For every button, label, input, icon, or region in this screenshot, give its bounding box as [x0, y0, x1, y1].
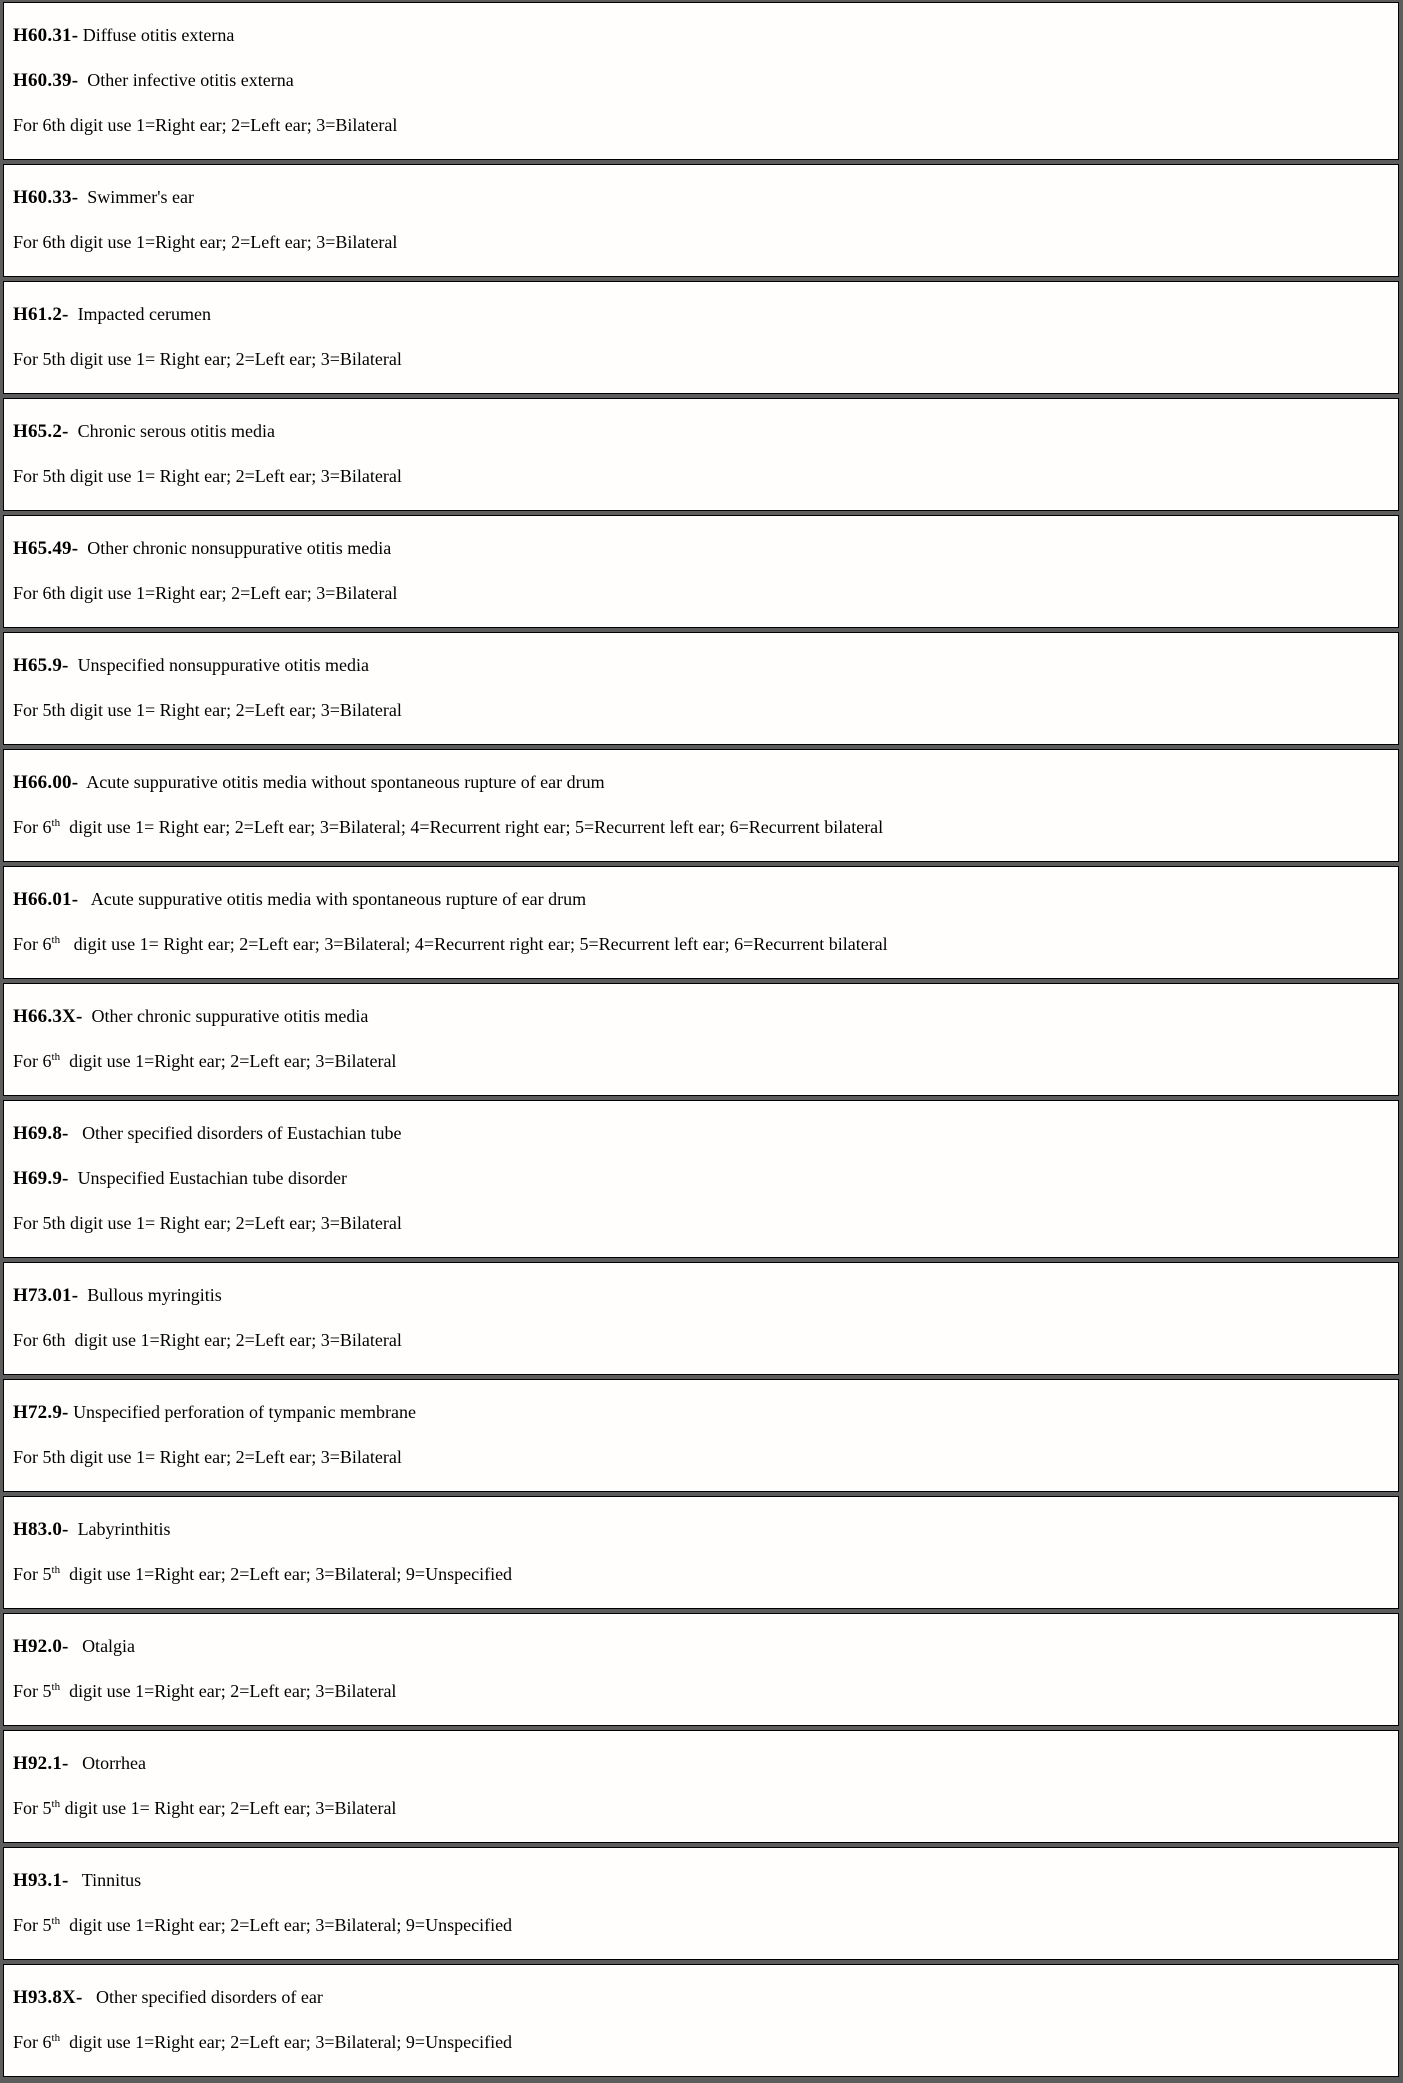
code-description: Acute suppurative otitis media with spontaneous rupture of ear drum [78, 889, 587, 909]
digit-instruction [13, 922, 1386, 966]
code-description: Other infective otitis externa [78, 70, 294, 90]
ordinal-superscript: th [51, 1051, 61, 1063]
ordinal-superscript: th [51, 1681, 61, 1693]
code-description: Labyrinthitis [68, 1519, 171, 1539]
code-description: Otorrhea [68, 1753, 147, 1773]
note-text-cont: digit use 1=Right ear; 2=Left ear; 3=Bilateral; 9=Unspecified [60, 1915, 513, 1935]
code-entry-h61-2 [3, 281, 1399, 394]
digit-instruction [13, 688, 1386, 732]
note-text: For 5th digit use 1= Right ear; 2=Left ear; 3=Bilateral [13, 700, 402, 720]
code-entry-h93-1 [3, 1847, 1399, 1960]
code-entry-h66-3x [3, 983, 1399, 1096]
code-entry-h60-31 [3, 2, 1399, 160]
code-line [13, 526, 1386, 571]
code-description: Other chronic suppurative otitis media [82, 1006, 369, 1026]
note-text-cont: digit use 1= Right ear; 2=Left ear; 3=Bilateral; 4=Recurrent right ear; 5=Recurrent left ear; 6=Recurrent bilateral [60, 934, 888, 954]
icd-code: H60.39- [13, 70, 79, 91]
icd-code: H65.9- [13, 655, 69, 676]
icd-code: H65.49- [13, 538, 79, 559]
ordinal-superscript: th [51, 2032, 61, 2044]
note-text-cont: digit use 1=Right ear; 2=Left ear; 3=Bilateral [60, 1681, 397, 1701]
code-entry-h93-8x [3, 1964, 1399, 2077]
code-line [13, 58, 1386, 103]
digit-instruction [13, 103, 1386, 147]
code-description: Tinnitus [68, 1870, 142, 1890]
code-entry-h65-9 [3, 632, 1399, 745]
code-line [13, 1507, 1386, 1552]
code-entry-h92-0 [3, 1613, 1399, 1726]
code-line [13, 1273, 1386, 1318]
code-entry-h66-00 [3, 749, 1399, 862]
code-description: Other chronic nonsuppurative otitis media [78, 538, 392, 558]
code-line [13, 1624, 1386, 1669]
note-text: For 6 [13, 934, 52, 954]
digit-instruction [13, 1318, 1386, 1362]
icd-code: H83.0- [13, 1519, 69, 1540]
code-line [13, 1858, 1386, 1903]
digit-instruction [13, 1201, 1386, 1245]
code-entry-h72-9 [3, 1379, 1399, 1492]
ordinal-superscript: th [51, 817, 61, 829]
ordinal-superscript: th [51, 1915, 61, 1927]
note-text: For 6 [13, 2032, 52, 2052]
ordinal-superscript: th [51, 1798, 61, 1810]
icd-code: H93.8X- [13, 1987, 83, 2008]
icd-code: H92.0- [13, 1636, 69, 1657]
digit-instruction [13, 1669, 1386, 1713]
code-line [13, 292, 1386, 337]
note-text-cont: digit use 1=Right ear; 2=Left ear; 3=Bilateral; 9=Unspecified [60, 2032, 513, 2052]
ordinal-superscript: th [51, 934, 61, 946]
note-text: For 5 [13, 1915, 52, 1935]
icd-code: H65.2- [13, 421, 69, 442]
digit-instruction [13, 2020, 1386, 2064]
code-description: Chronic serous otitis media [68, 421, 276, 441]
note-text: For 6 [13, 1051, 52, 1071]
digit-instruction [13, 571, 1386, 615]
digit-instruction [13, 1039, 1386, 1083]
code-line [13, 1975, 1386, 2020]
code-description: Other specified disorders of Eustachian tube [68, 1123, 402, 1143]
code-description: Unspecified nonsuppurative otitis media [68, 655, 369, 675]
code-description: Diffuse otitis externa [78, 25, 235, 45]
digit-instruction [13, 1552, 1386, 1596]
icd-code: H73.01- [13, 1285, 79, 1306]
code-entry-h65-2 [3, 398, 1399, 511]
note-text-cont: digit use 1=Right ear; 2=Left ear; 3=Bilateral [60, 1051, 397, 1071]
code-line [13, 760, 1386, 805]
note-text: For 6th digit use 1=Right ear; 2=Left ear; 3=Bilateral [13, 115, 398, 135]
icd-code: H66.3X- [13, 1006, 83, 1027]
note-text-cont: digit use 1= Right ear; 2=Left ear; 3=Bilateral; 4=Recurrent right ear; 5=Recurrent left ear; 6=Recurrent bilateral [60, 817, 884, 837]
icd-code: H92.1- [13, 1753, 69, 1774]
icd-code: H69.8- [13, 1123, 69, 1144]
icd-code: H93.1- [13, 1870, 69, 1891]
icd-code: H66.01- [13, 889, 79, 910]
code-entry-h92-1 [3, 1730, 1399, 1843]
code-description: Otalgia [68, 1636, 136, 1656]
note-text: For 6th digit use 1=Right ear; 2=Left ear; 3=Bilateral [13, 232, 398, 252]
digit-instruction [13, 1786, 1386, 1830]
code-description: Acute suppurative otitis media without spontaneous rupture of ear drum [78, 772, 605, 792]
code-entry-h66-01 [3, 866, 1399, 979]
code-description: Impacted cerumen [68, 304, 211, 324]
note-text: For 6th digit use 1=Right ear; 2=Left ear; 3=Bilateral [13, 583, 398, 603]
digit-instruction [13, 337, 1386, 381]
icd-code: H60.33- [13, 187, 79, 208]
note-text: For 5 [13, 1564, 52, 1584]
note-text: For 5th digit use 1= Right ear; 2=Left ear; 3=Bilateral [13, 1447, 402, 1467]
note-text: For 5 [13, 1798, 52, 1818]
code-entry-h83-0 [3, 1496, 1399, 1609]
code-description: Unspecified Eustachian tube disorder [68, 1168, 347, 1188]
code-line [13, 175, 1386, 220]
code-line [13, 994, 1386, 1039]
icd-code: H66.00- [13, 772, 79, 793]
code-description: Bullous myringitis [78, 1285, 222, 1305]
digit-instruction [13, 220, 1386, 264]
code-line [13, 877, 1386, 922]
icd-code: H60.31- [13, 25, 79, 46]
code-line [13, 1390, 1386, 1435]
code-line [13, 1111, 1386, 1156]
code-entry-h65-49 [3, 515, 1399, 628]
digit-instruction [13, 805, 1386, 849]
digit-instruction [13, 454, 1386, 498]
code-line [13, 1156, 1386, 1201]
note-text: For 6 [13, 817, 52, 837]
note-text: For 6th digit use 1=Right ear; 2=Left ear; 3=Bilateral [13, 1330, 402, 1350]
code-line [13, 13, 1386, 58]
code-entry-h73-01 [3, 1262, 1399, 1375]
digit-instruction [13, 1903, 1386, 1947]
icd-code: H69.9- [13, 1168, 69, 1189]
digit-instruction [13, 1435, 1386, 1479]
code-line [13, 1741, 1386, 1786]
code-entry-h69-8 [3, 1100, 1399, 1258]
note-text-cont: digit use 1= Right ear; 2=Left ear; 3=Bilateral [60, 1798, 397, 1818]
code-line [13, 643, 1386, 688]
ordinal-superscript: th [51, 1564, 61, 1576]
note-text: For 5th digit use 1= Right ear; 2=Left ear; 3=Bilateral [13, 349, 402, 369]
icd-code: H72.9- [13, 1402, 69, 1423]
code-entry-h60-33 [3, 164, 1399, 277]
code-description: Unspecified perforation of tympanic membrane [68, 1402, 416, 1422]
icd-code: H61.2- [13, 304, 69, 325]
code-description: Other specified disorders of ear [82, 1987, 323, 2007]
code-line [13, 409, 1386, 454]
code-description: Swimmer's ear [78, 187, 194, 207]
note-text-cont: digit use 1=Right ear; 2=Left ear; 3=Bilateral; 9=Unspecified [60, 1564, 513, 1584]
note-text: For 5 [13, 1681, 52, 1701]
note-text: For 5th digit use 1= Right ear; 2=Left ear; 3=Bilateral [13, 466, 402, 486]
note-text: For 5th digit use 1= Right ear; 2=Left ear; 3=Bilateral [13, 1213, 402, 1233]
